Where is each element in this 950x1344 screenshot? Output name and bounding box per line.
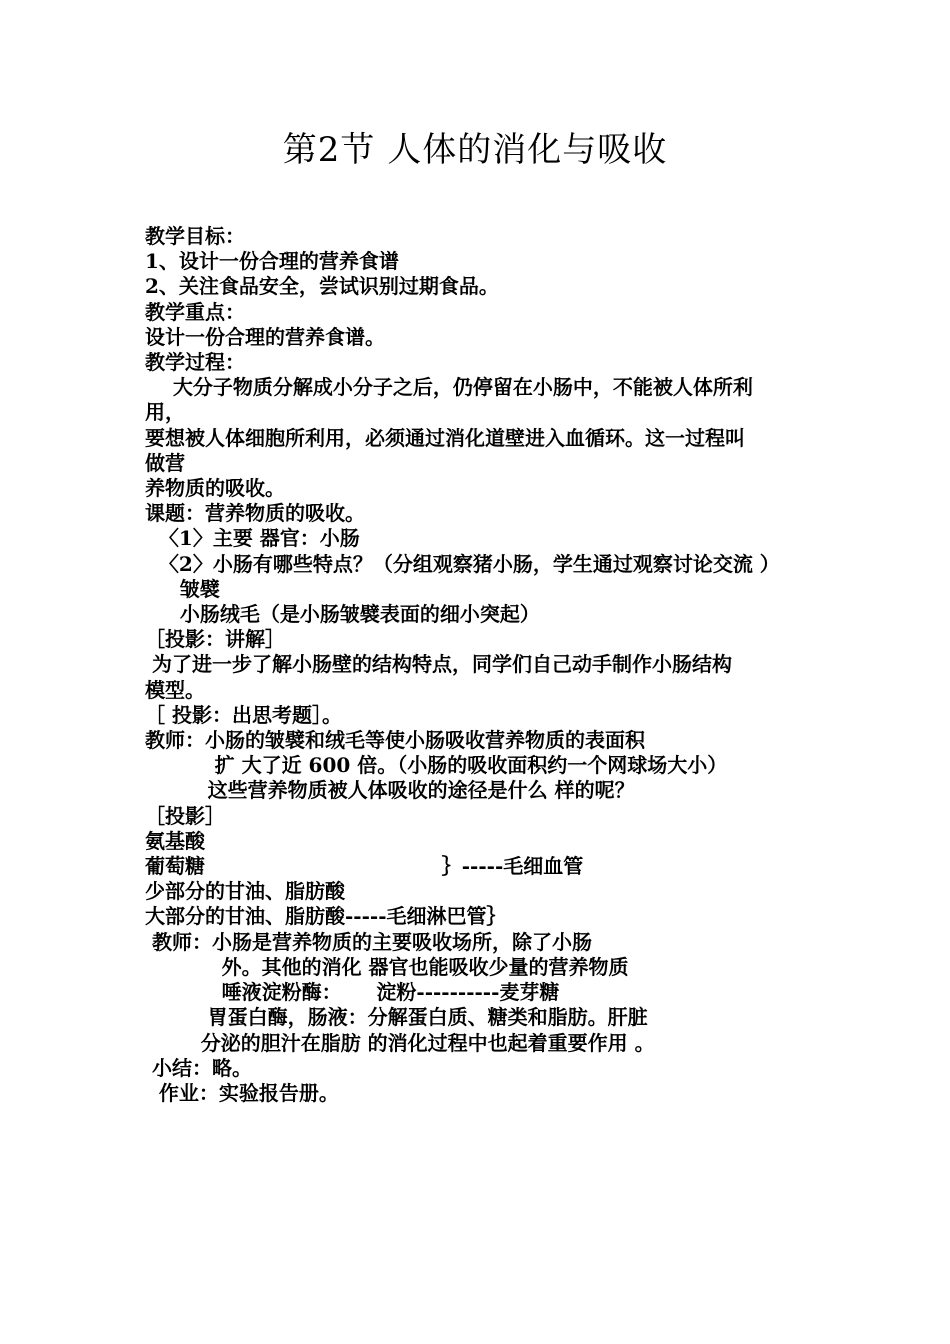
text-line: 作业：实验报告册。: [145, 1080, 339, 1105]
text-line: 为了进一步了解小肠壁的结构特点，同学们自己动手制作小肠结构: [145, 652, 732, 677]
text-line: 分泌的胆汁在脂肪 的消化过程中也起着重要作用 。: [145, 1030, 655, 1055]
text-line: 用，: [145, 400, 185, 425]
text-line: 要想被人体细胞所利用，必须通过消化道壁进入血循环。这一过程叫: [145, 425, 745, 450]
text-line: 教学重点：: [145, 299, 245, 324]
text-line: 2、关注食品安全，尝试识别过期食品。: [145, 274, 499, 299]
text-line: ［投影：讲解］: [145, 627, 285, 652]
text-line: 〈1〉主要 器官：小肠: [145, 526, 360, 551]
page-title: 第2节 人体的消化与吸收: [282, 130, 668, 170]
text-line: 外。其他的消化 器官也能吸收少量的营养物质: [145, 954, 629, 979]
text-line: 葡萄糖 ｝-----毛细血管: [145, 854, 584, 879]
text-line: 教学过程：: [145, 350, 245, 375]
text-line: 1、设计一份合理的营养食谱: [145, 249, 399, 274]
text-line: 教师：小肠的皱襞和绒毛等使小肠吸收营养物质的表面积: [145, 728, 645, 753]
text-line: 大分子物质分解成小分子之后，仍停留在小肠中，不能被人体所利: [145, 375, 753, 400]
text-line: 扩 大了近 600 倍。（小肠的吸收面积约一个网球场大小）: [145, 753, 728, 778]
text-line: 养物质的吸收。: [145, 476, 285, 501]
document-body: [145, 224, 825, 1106]
text-line: 做营: [145, 450, 185, 475]
text-line: 胃蛋白酶，肠液：分解蛋白质、糖类和脂肪。肝脏: [145, 1005, 648, 1030]
text-line: 模型。: [145, 677, 205, 702]
text-line: 这些营养物质被人体吸收的途径是什么 样的呢？: [145, 778, 635, 803]
text-line: 小肠绒毛（是小肠皱襞表面的细小突起）: [145, 602, 540, 627]
text-line: 小结：略。: [145, 1055, 252, 1080]
text-line: 〈2〉小肠有哪些特点？（分组观察猪小肠，学生通过观察讨论交流 ）: [145, 551, 780, 576]
text-line: 唾液淀粉酶： 淀粉----------麦芽糖: [145, 980, 560, 1005]
text-line: 教师：小肠是营养物质的主要吸收场所，除了小肠: [145, 929, 592, 954]
text-line: 少部分的甘油、脂肪酸: [145, 879, 345, 904]
text-line: 设计一份合理的营养食谱。: [145, 324, 385, 349]
text-line: 皱襞: [145, 576, 220, 601]
text-line: ［ 投影：出思考题］。: [145, 702, 342, 727]
text-line: ［投影］: [145, 803, 225, 828]
text-line: 教学目标：: [145, 224, 245, 248]
text-line: 大部分的甘油、脂肪酸-----毛细淋巴管｝: [145, 904, 507, 929]
text-line: 课题：营养物质的吸收。: [145, 501, 365, 526]
text-line: 氨基酸: [145, 828, 205, 853]
